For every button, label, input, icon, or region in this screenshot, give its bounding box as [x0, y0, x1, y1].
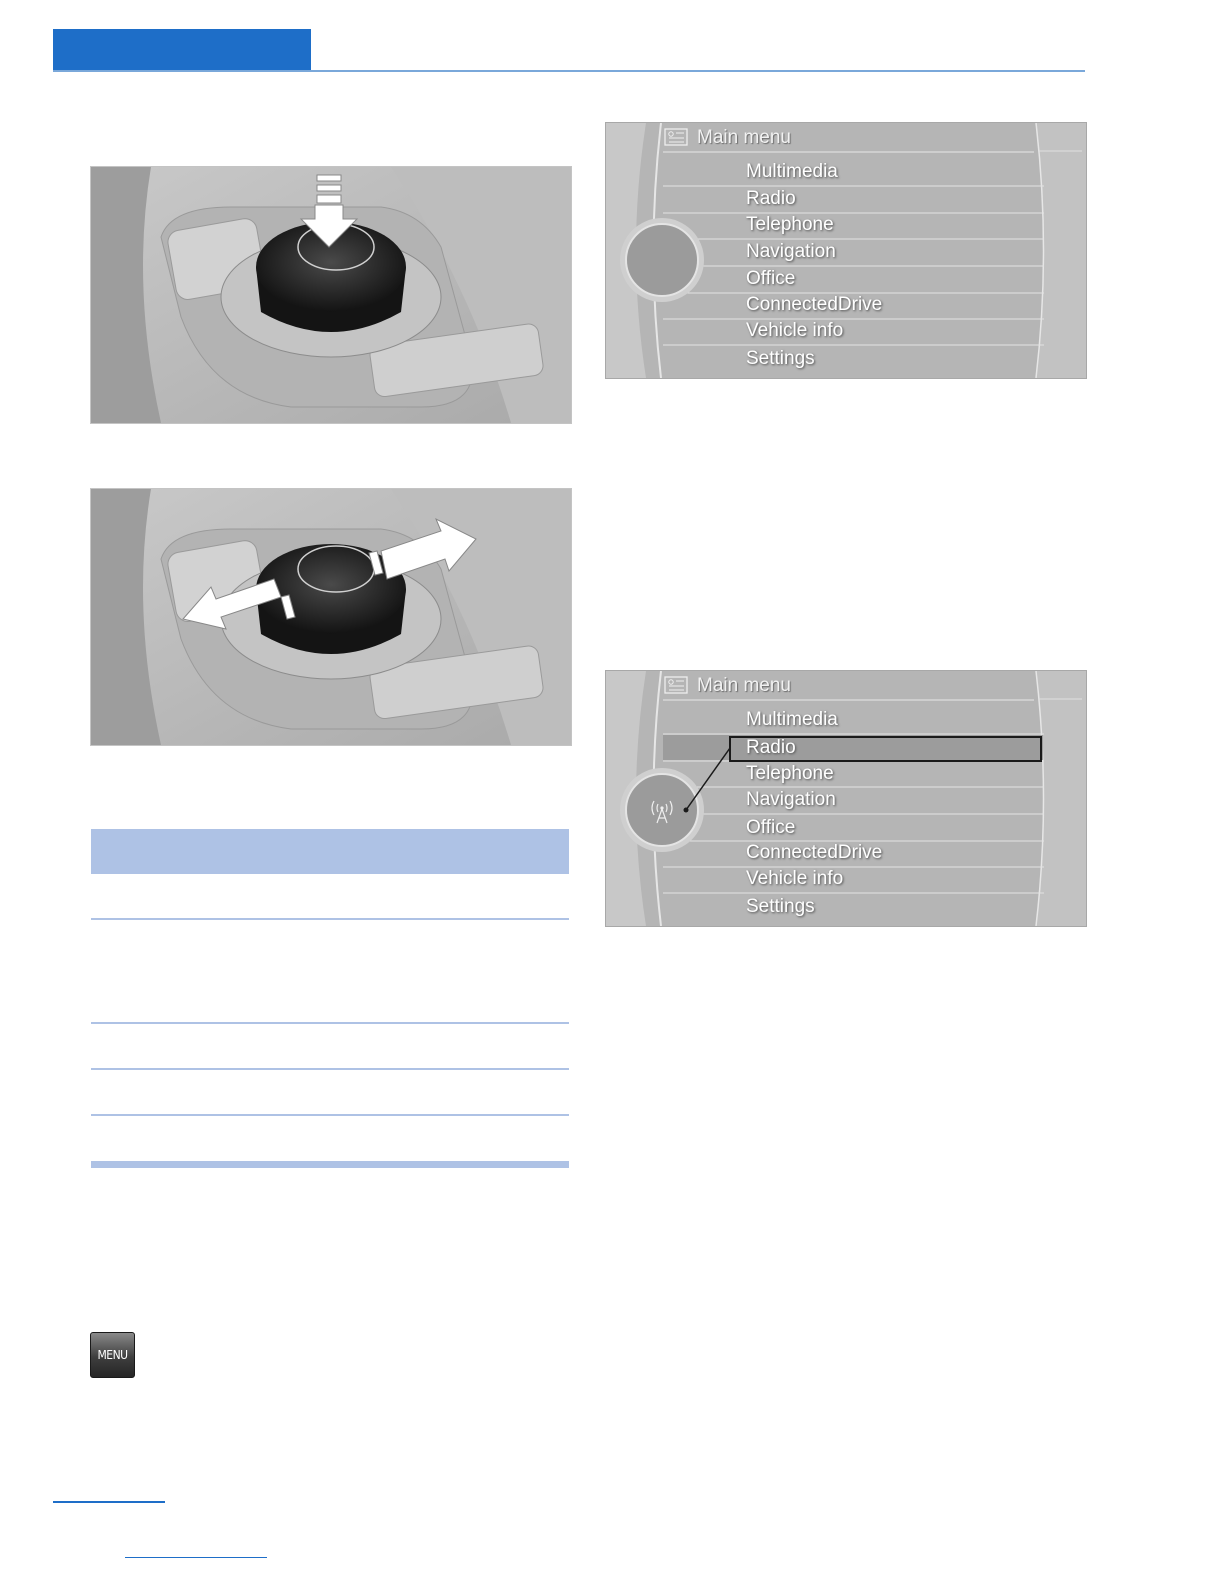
table-header — [91, 829, 569, 874]
menu-item-vehicle-info[interactable]: Vehicle info — [746, 868, 844, 889]
table-footer — [91, 1161, 569, 1168]
menu-item-settings[interactable]: Settings — [746, 348, 815, 369]
menu-item-telephone[interactable]: Telephone — [746, 214, 834, 235]
controller-press-illustration — [90, 166, 572, 424]
menu-button[interactable] — [90, 1332, 135, 1378]
menu-item-navigation[interactable]: Navigation — [746, 241, 836, 262]
controller-tilt-illustration — [90, 488, 572, 746]
main-menu-screen — [605, 122, 1087, 379]
main-menu-radio-selected-screen — [605, 670, 1087, 927]
menu-item-navigation[interactable]: Navigation — [746, 789, 836, 810]
screen-title: Main menu — [697, 127, 791, 148]
menu-item-office[interactable]: Office — [746, 268, 796, 289]
menu-item-office[interactable]: Office — [746, 817, 796, 838]
menu-item-vehicle-info[interactable]: Vehicle info — [746, 320, 844, 341]
radio-antenna-icon — [648, 799, 676, 825]
menu-item-telephone[interactable]: Telephone — [746, 763, 834, 784]
menu-item-radio-selected[interactable]: Radio — [746, 737, 796, 758]
menu-item-multimedia[interactable]: Multimedia — [746, 161, 838, 182]
menu-item-connecteddrive[interactable]: ConnectedDrive — [746, 842, 883, 863]
menu-button-label: MENU — [97, 1348, 128, 1362]
menu-item-multimedia[interactable]: Multimedia — [746, 709, 838, 730]
header-rule — [53, 70, 1085, 72]
menu-item-connecteddrive[interactable]: ConnectedDrive — [746, 294, 883, 315]
menu-item-settings[interactable]: Settings — [746, 896, 815, 917]
footer-link-rule — [125, 1557, 267, 1558]
main-menu-icon — [664, 127, 688, 147]
main-menu-icon — [664, 675, 688, 695]
menu-item-radio[interactable]: Radio — [746, 188, 796, 209]
screen-title: Main menu — [697, 675, 791, 696]
table-row-divider — [91, 918, 569, 920]
footer-rule — [53, 1501, 165, 1503]
table-row-divider — [91, 1068, 569, 1070]
table-row-divider — [91, 1114, 569, 1116]
table-row-divider — [91, 1022, 569, 1024]
chapter-tab — [53, 29, 311, 72]
